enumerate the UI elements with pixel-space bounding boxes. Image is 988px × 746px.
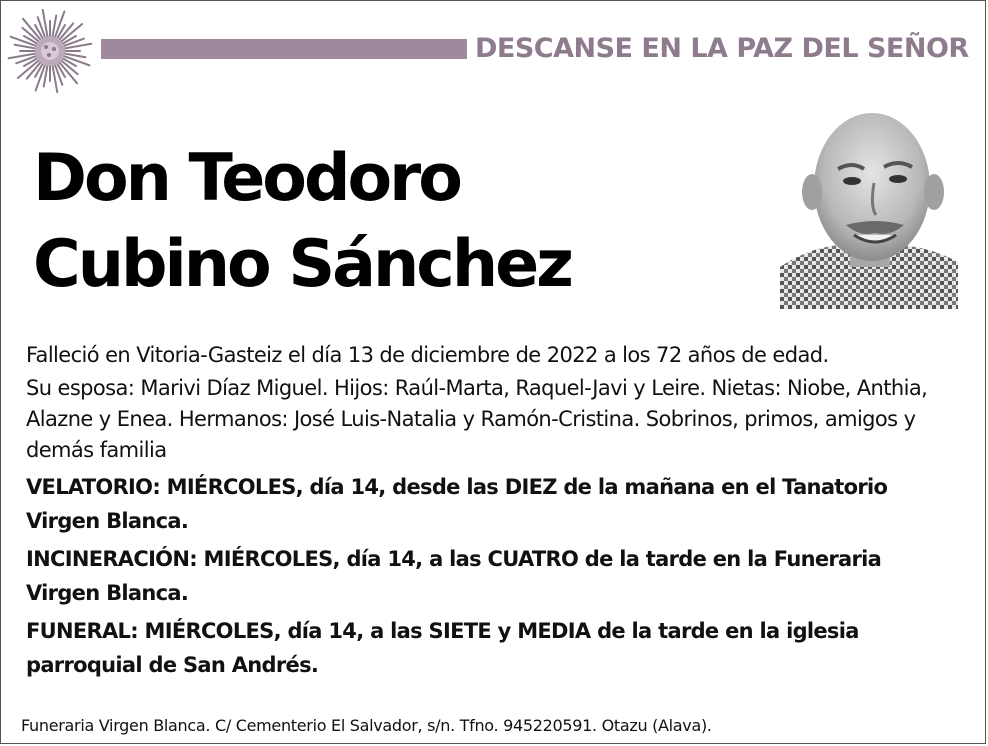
funeral-home-footer: Funeraria Virgen Blanca. C/ Cementerio El Salvador, s/n. Tfno. 945220591. Otazu (Alava).: [21, 716, 712, 735]
event-cremation: INCINERACIÓN: MIÉRCOLES, día 14, a las CUATRO de la tarde en la Funeraria Virgen Blanca.: [26, 547, 882, 605]
event-wake: VELATORIO: MIÉRCOLES, día 14, desde las DIEZ de la mañana en el Tanatorio Virgen Blanca.: [26, 475, 888, 533]
portrait-photo: [780, 97, 958, 309]
family-list: Su esposa: Marivi Díaz Miguel. Hijos: Raúl-Marta, Raquel-Javi y Leire. Nietas: Niobe, Anthia, Alazne y Enea. Hermanos: José Luis-Natalia y Ramón-Cristina. Sobrinos, primos, amigos y demás familia: [26, 376, 928, 462]
name-line-2: Cubino Sánchez: [33, 227, 572, 302]
notice-body: [26, 339, 956, 682]
heading-rest-in-peace: DESCANSE EN LA PAZ DEL SEÑOR: [475, 33, 969, 64]
header-rule: [101, 39, 467, 59]
death-notice: Falleció en Vitoria-Gasteiz el día 13 de diciembre de 2022 a los 72 años de edad.: [26, 343, 829, 367]
thistle-flower-icon: [7, 9, 93, 93]
event-funeral: FUNERAL: MIÉRCOLES, día 14, a las SIETE y MEDIA de la tarde en la iglesia parroquial de San Andrés.: [26, 619, 859, 677]
name-line-1: Don Teodoro: [33, 141, 460, 216]
deceased-name: [33, 136, 571, 308]
